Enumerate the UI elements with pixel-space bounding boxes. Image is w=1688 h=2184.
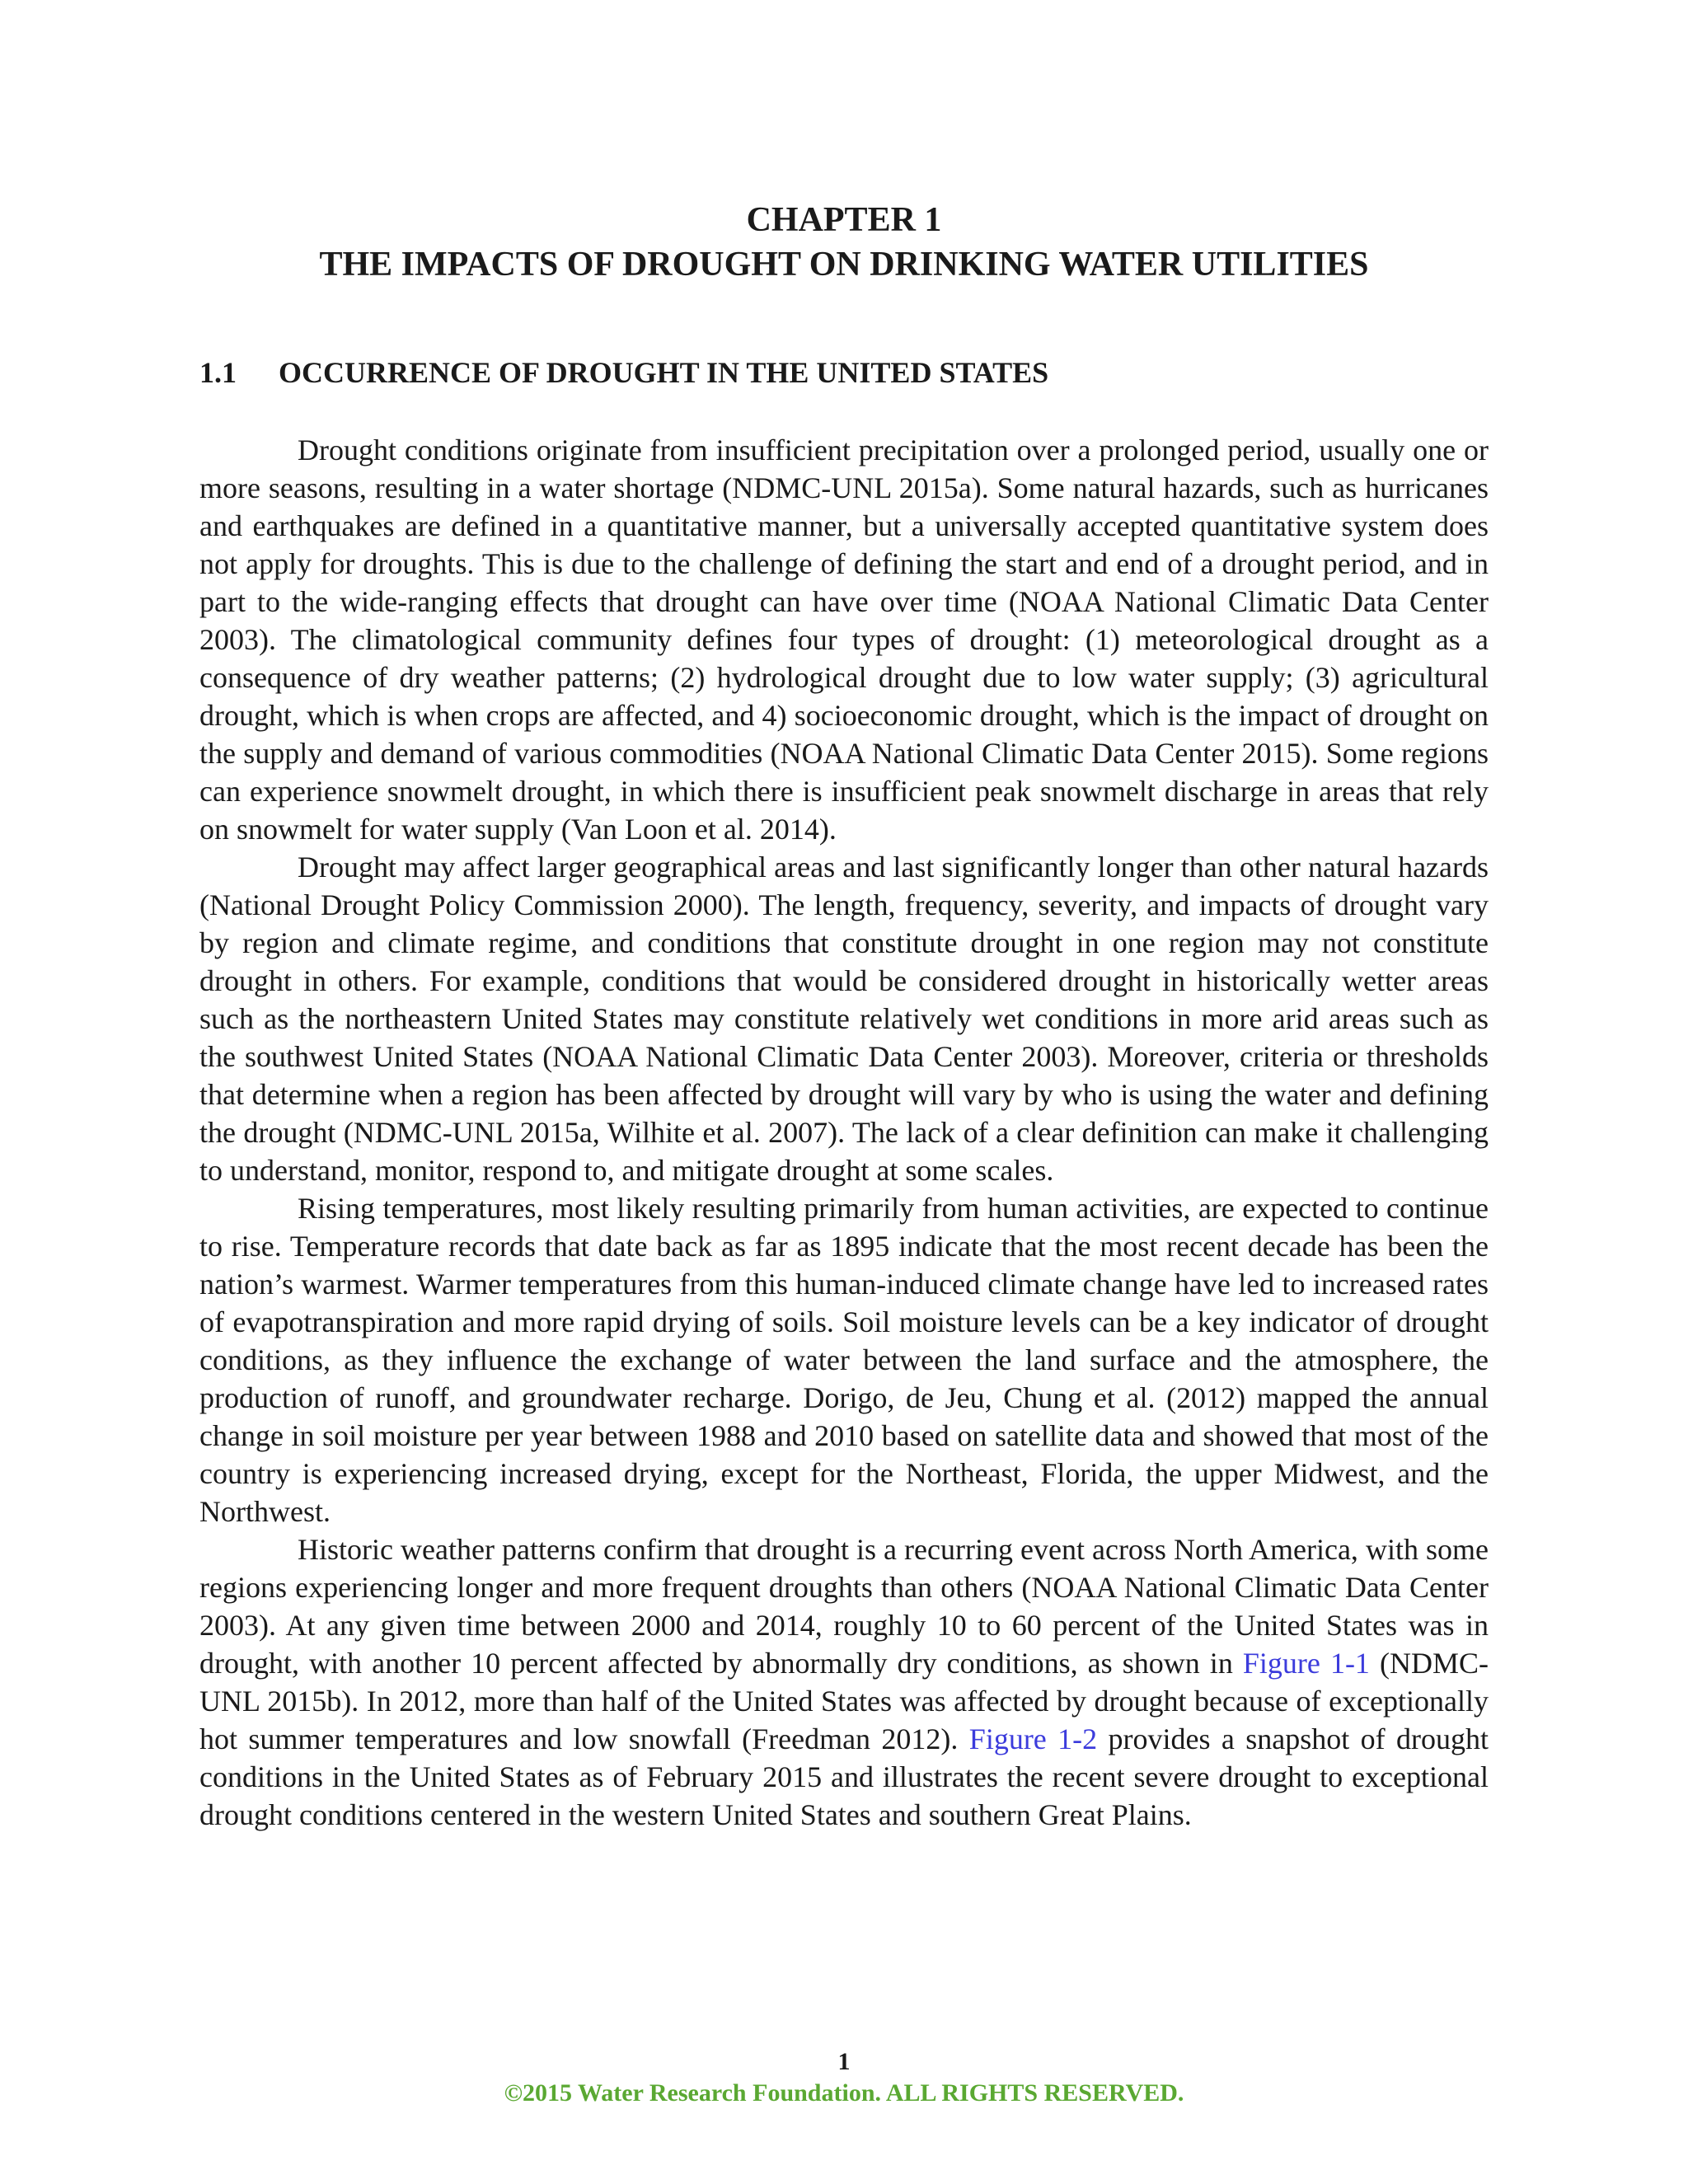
paragraph-1: Drought conditions originate from insufficient precipitation over a prolonged period, usually one or more seasons, resulting in a water shortage (NDMC-UNL 2015a). Some natural hazards, such as hurricanes and earthquakes are defined in a quantitative manner, but a universally accepted quantitative system does not apply for droughts. This is due to the challenge of defining the start and end of a drought period, and in part to the wide-ranging effects that drought can have over time (NOAA National Climatic Data Center 2003). The climatological community defines four types of drought: (1) meteorological drought as a consequence of dry weather patterns; (2) hydrological drought due to low water supply; (3) agricultural drought, which is when crops are affected, and 4) socioeconomic drought, which is the impact of drought on the supply and demand of various commodities (NOAA National Climatic Data Center 2015). Some regions can experience snowmelt drought, in which there is insufficient peak snowmelt discharge in areas that rely on snowmelt for water supply (Van Loon et al. 2014). (199, 434, 1489, 846)
body-text (199, 431, 1489, 1834)
chapter-heading (0, 198, 1688, 287)
paragraph-2: Drought may affect larger geographical areas and last significantly longer than other natural hazards (National Drought Policy Commission 2000). The length, frequency, severity, and impacts of drought vary by region and climate regime, and conditions that constitute drought in one region may not constitute drought in others. For example, conditions that would be considered drought in historically wetter areas such as the northeastern United States may constitute relatively wet conditions in more arid areas such as the southwest United States (NOAA National Climatic Data Center 2003). Moreover, criteria or thresholds that determine when a region has been affected by drought will vary by who is using the water and defining the drought (NDMC-UNL 2015a, Wilhite et al. 2007). The lack of a clear definition can make it challenging to understand, monitor, respond to, and mitigate drought at some scales. (199, 851, 1489, 1187)
paragraph-4-text-b: (NDMC-UNL 2015b). In 2012, more than half of the United States was affected by drought because of exceptionally hot summer temperatures and low snowfall (Freedman 2012). (199, 1647, 1489, 1755)
section-title: OCCURRENCE OF DROUGHT IN THE UNITED STATES (279, 356, 1049, 389)
figure-1-1-link[interactable]: Figure 1-1 (1242, 1647, 1370, 1680)
copyright-notice: ©2015 Water Research Foundation. ALL RIGHTS RESERVED. (504, 2079, 1184, 2107)
paragraph-3: Rising temperatures, most likely resulting primarily from human activities, are expected to continue to rise. Temperature records that date back as far as 1895 indicate that the most recent decade has been the nation’s warmest. Warmer temperatures from this human-induced climate change have led to increased rates of evapotranspiration and more rapid drying of soils. Soil moisture levels can be a key indicator of drought conditions, as they influence the exchange of water between the land surface and the atmosphere, the production of runoff, and groundwater recharge. Dorigo, de Jeu, Chung et al. (2012) mapped the annual change in soil moisture per year between 1988 and 2010 based on satellite data and showed that most of the country is experiencing increased drying, except for the Northeast, Florida, the upper Midwest, and the Northwest. (199, 1192, 1489, 1528)
paragraph-4-text-c: provides a snapshot of drought conditions in the United States as of February 2015 and illustrates the recent severe drought to exceptional drought conditions centered in the western United States and southern Great Plains. (199, 1722, 1489, 1831)
section-heading (199, 353, 1485, 392)
paragraph-4 (199, 1530, 1489, 1834)
section-number: 1.1 (199, 356, 237, 389)
page-number: 1 (837, 2048, 851, 2075)
paragraph-4-text-a: Historic weather patterns confirm that drought is a recurring event across North America, with some regions experiencing longer and more frequent droughts than others (NOAA National Climatic Data Center 2003). At any given time between 2000 and 2014, roughly 10 to 60 percent of the United States was in drought, with another 10 percent affected by abnormally dry conditions, as shown in (199, 1533, 1489, 1680)
chapter-title: THE IMPACTS OF DROUGHT ON DRINKING WATER UTILITIES (319, 246, 1369, 284)
figure-1-2-link[interactable]: Figure 1-2 (968, 1722, 1098, 1755)
chapter-label: CHAPTER 1 (746, 201, 942, 239)
